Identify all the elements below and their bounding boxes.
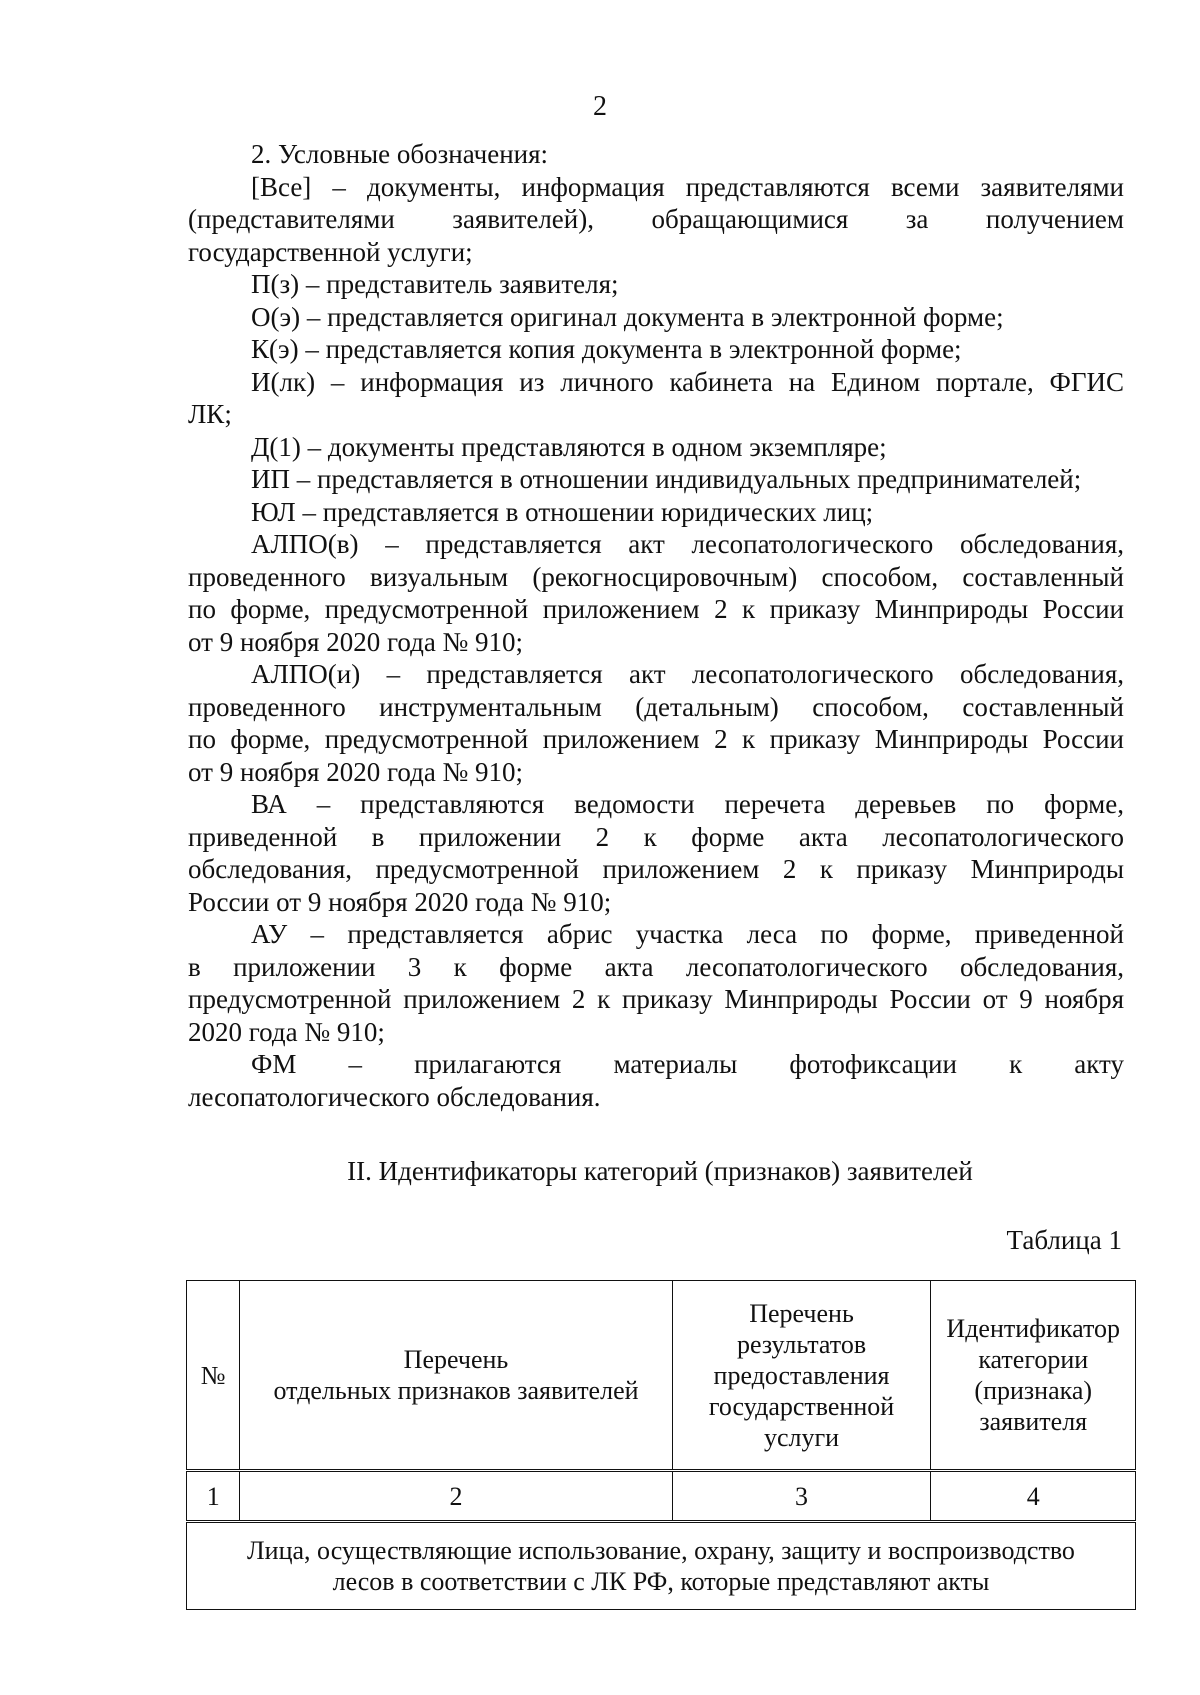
header-line: заявителя [979,1407,1088,1436]
header-line: предоставления [713,1360,890,1390]
legend-item-line: в приложении 3 к форме акта лесопатологического обследования, [188,951,1124,982]
legend-item-line: приведенной в приложении 2 к форме акта лесопатологического [188,821,1124,852]
legend-item-line: государственной услуги; [188,236,473,267]
legend-item-line: И(лк) – информация из личного кабинета на Едином портале, ФГИС [251,366,1124,397]
column-number-row [187,1471,1136,1522]
legend-item-line: [Все] – документы, информация представляются всеми заявителями [251,171,1124,202]
column-number-cell: 1 [187,1471,240,1522]
header-cell-identifier [931,1281,1136,1471]
legend-item-line: (представителями заявителей), обращающимися за получением [188,204,1124,234]
legend-item-line: ЛК; [188,399,232,429]
column-number-cell: 3 [672,1471,931,1522]
group-row-line: лесов в соответствии с ЛК РФ, которые представляют акты [332,1567,990,1596]
applicant-categories-table [186,1280,1136,1610]
legend-item-line: К(э) – представляется копия документа в электронной форме; [251,334,962,364]
column-number-cell: 4 [931,1471,1136,1522]
column-number-cell: 2 [240,1471,672,1522]
legend-item-line: лесопатологического обследования. [188,1081,601,1112]
legend-item-line: АЛПО(в) – представляется акт лесопатологического обследования, [251,529,1124,559]
legend-item-line: проведенного визуальным (рекогносцировочным) способом, составленный [188,561,1124,592]
legend-item-line: предусмотренной приложением 2 к приказу Минприроды России от 9 ноября [188,984,1124,1014]
legend-item-line: О(э) – представляется оригинал документа в электронной форме; [251,301,1004,332]
header-cell-number: № [187,1281,240,1471]
group-row-line: Лица, осуществляющие использование, охрану, защиту и воспроизводство [247,1536,1075,1565]
legend-item-line: ИП – представляется в отношении индивидуальных предпринимателей; [251,464,1082,494]
group-row-cell [187,1522,1136,1610]
legend-item-line: ЮЛ – представляется в отношении юридических лиц; [251,496,874,527]
legend-item-line: П(з) – представитель заявителя; [251,269,619,299]
legend-item-line: АЛПО(и) – представляется акт лесопатологического обследования, [251,659,1124,689]
legend-item-line: от 9 ноября 2020 года № 910; [188,626,524,657]
header-line: (признака) [974,1376,1093,1405]
table-header-row [187,1281,1136,1471]
header-line: результатов [736,1329,867,1359]
legend-item-line: 2020 года № 910; [188,1016,385,1047]
header-line: Перечень [749,1298,854,1328]
header-line: Перечень [403,1345,509,1374]
group-row [187,1522,1136,1610]
legend-section [188,138,1124,1113]
legend-item-line: проведенного инструментальным (детальным) способом, составленный [188,691,1124,722]
legend-item-line: России от 9 ноября 2020 года № 910; [188,886,612,917]
legend-item-line: по форме, предусмотренной приложением 2 к приказу Минприроды России [188,724,1124,754]
table-caption: Таблица 1 [1006,1225,1122,1255]
legend-item-line: обследования, предусмотренной приложением 2 к приказу Минприроды [188,854,1124,884]
legend-item-line: ВА – представляются ведомости перечета деревьев по форме, [251,789,1124,819]
page-number: 2 [593,91,607,122]
legend-item-line: АУ – представляется абрис участка леса по форме, приведенной [251,919,1124,949]
header-line: Идентификатор [946,1314,1121,1343]
header-cell-results [672,1281,931,1471]
header-cell-features [240,1281,672,1471]
legend-item-line: от 9 ноября 2020 года № 910; [188,756,524,787]
legend-item-line: по форме, предусмотренной приложением 2 к приказу Минприроды России [188,594,1124,624]
header-line: отдельных признаков заявителей [273,1376,639,1405]
legend-item-line: ФМ – прилагаются материалы фотофиксации к акту [251,1049,1124,1079]
section-title: II. Идентификаторы категорий (признаков) заявителей [347,1156,973,1186]
legend-heading: 2. Условные обозначения: [251,139,549,169]
header-line: услуги [763,1422,840,1452]
header-line: государственной [708,1391,895,1421]
header-line: категории [978,1345,1089,1374]
legend-item-line: Д(1) – документы представляются в одном экземпляре; [251,431,887,462]
